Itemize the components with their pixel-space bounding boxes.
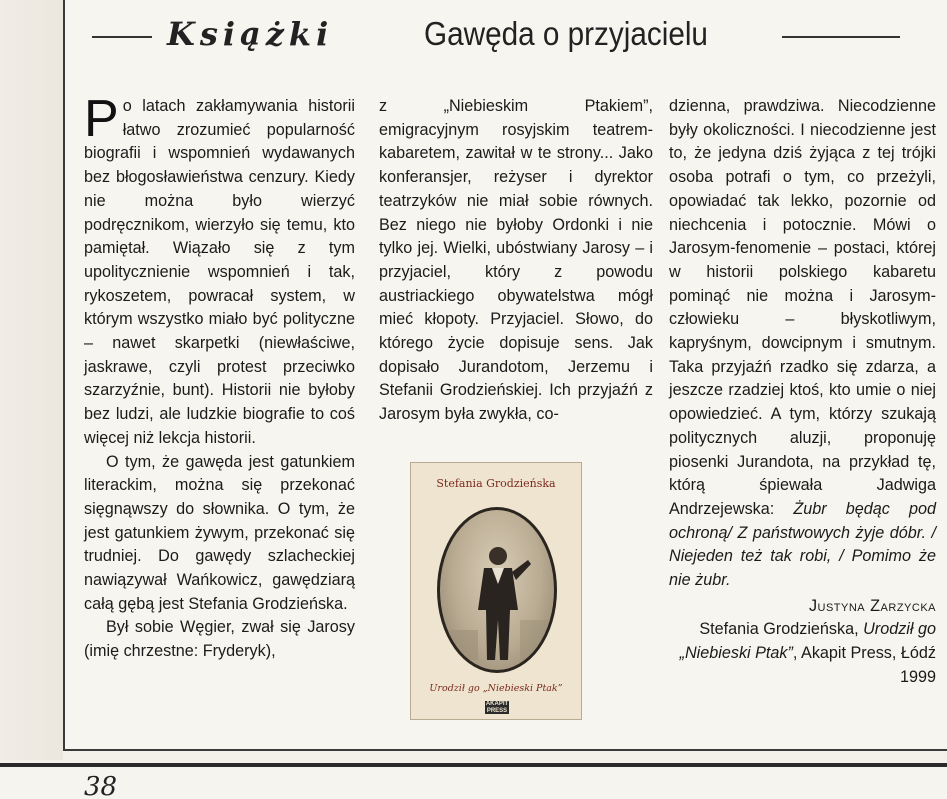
paragraph-text: dzienna, prawdziwa. Niecodzienne były okoliczności. I niecodzienne jest to, że jedyna dziś żyjąca z tej trójki osoba potrafi o tym, co przeżyli, opowiadać tak lekko, pozornie od niechcenia i potocznie. Mówi o Jarosym-fenomenie – postaci, której w historii polskiego kabaretu pominąć nie można i Jarosym-człowieku – błyskotliwym, kapryśnym, dowcipnym i smutnym. Taka przyjaźń rzadko się zdarza, a jeszcze rzadziej ktoś, kto umie o niej opowiedzieć. A tym, którzy szukają politycznych aluzji, proponuję piosenki Jurandota, na przykład tę, którą śpiewała Jadwiga Andrzejewska: — [669, 97, 936, 518]
header-rule-left — [92, 36, 152, 38]
text-column-2 — [379, 95, 653, 427]
book-cover-image — [410, 462, 582, 720]
song-quote: Żubr będąc pod ochroną/ Z państwowych żyje dóbr. / Niejeden też tak robi, / Pomimo że nie żubr. — [669, 499, 936, 590]
paragraph-text: o latach zakłamywania historii łatwo zrozumieć popularność biografii i wspomnień wydawanych bez błogosławieństwa cenzury. Kiedy nie można było wierzyć podręcznikom, wierzyło się temu, kto pamiętał. Wiązało się z tym upolitycznienie wspomnień i tak, rykoszetem, powracał system, w którym wszystko miało być polityczne – nawet skarpetki (niewłaściwe, jaskrawe, czyli protest przeciwko szarzyźnie, bunt). Historii nie byłoby bez ludzi, ale ludzkie biografie to coś więcej niż lekcja historii. — [84, 97, 355, 447]
article-title: Gawęda o przyjacielu — [424, 15, 708, 52]
publisher-logo: AKAPIT PRESS — [485, 701, 509, 714]
page-footer-area — [0, 767, 947, 799]
header-rule-right — [782, 36, 900, 38]
paragraph — [84, 90, 355, 451]
portrait-figure-icon — [440, 510, 554, 670]
paragraph: O tym, że gawęda jest gatunkiem literackim, można się przekonać sięgnąwszy do słownika. O tym, że jest gatunkiem żywym, przekonać się trudniej. Do gawędy szlacheckiej nawiązywał Wańkowicz, gawędziarą całą gębą jest Stefania Grodzieńska. — [84, 452, 355, 613]
book-publisher: , Akapit Press, Łódź 1999 — [792, 644, 936, 686]
text-column-1 — [84, 90, 355, 664]
section-label: Książki — [167, 15, 334, 53]
book-title: Urodził go „Niebieski Ptak” — [679, 620, 936, 663]
page-margin-strip — [0, 0, 63, 760]
cover-author: Stefania Grodzieńska — [436, 477, 556, 490]
cover-portrait — [437, 507, 557, 673]
author-name: Justyna Zarzycka — [808, 596, 936, 615]
cover-title: Urodził go „Niebieski Ptak” — [429, 683, 563, 694]
page-number: 38 — [84, 772, 118, 799]
paragraph: z „Niebieskim Ptakiem”, emigracyjnym rosyjskim teatrem-kabaretem, zawitał w te strony... Jako konferansjer, reżyser i dyrektor teatrzyków nie miał sobie równych. Bez niego nie byłoby Ordonki i nie tylko jej. Wielki, ubóstwiany Jarosy – i przyjaciel, który z powodu austriackiego obywatelstwa mógł mieć kłopoty. Przyjaciel. Słowo, do którego życie dopisuje sens. Jak dopisało Jurandotom, Jerzemu i Stefanii Grodzieńskiej. Ich przyjaźń z Jarosym była zwykła, co- — [379, 97, 653, 424]
drop-cap: P — [84, 90, 119, 148]
text-column-3 — [669, 95, 936, 690]
book-author: Stefania Grodzieńska, — [699, 620, 864, 639]
paragraph: Był sobie Węgier, zwał się Jarosy (imię chrzestne: Fryderyk), — [84, 618, 355, 661]
book-reference — [669, 618, 936, 689]
paragraph — [669, 95, 936, 593]
author-signature — [669, 595, 936, 619]
